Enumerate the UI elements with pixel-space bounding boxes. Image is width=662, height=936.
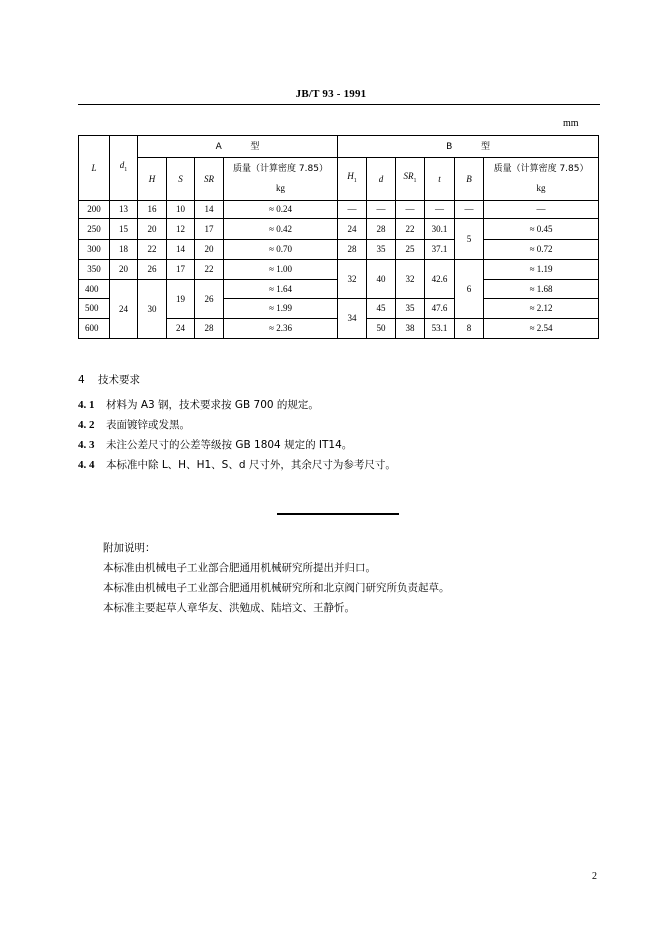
- requirement-item: 4. 3 未注公差尺寸的公差等级按 GB 1804 规定的 IT14。: [78, 439, 353, 451]
- requirement-item: 4. 1 材料为 A3 钢，技术要求按 GB 700 的规定。: [78, 399, 319, 411]
- cell: 30.1: [425, 219, 455, 240]
- cell: 24: [110, 280, 138, 339]
- cell: 12: [167, 219, 195, 240]
- cell: 30: [138, 280, 167, 339]
- cell: 400: [79, 280, 110, 299]
- header-L: L: [79, 136, 110, 201]
- cell: ≈ 0.72: [484, 240, 599, 260]
- header-group-B: B 型: [338, 136, 599, 158]
- header-A-S: S: [167, 158, 195, 201]
- cell: 14: [167, 240, 195, 260]
- cell: 10: [167, 201, 195, 219]
- cell: —: [455, 201, 484, 219]
- cell: 53.1: [425, 319, 455, 339]
- cell: ≈ 1.99: [224, 299, 338, 319]
- cell: 17: [167, 260, 195, 280]
- cell: 500: [79, 299, 110, 319]
- cell: 35: [367, 240, 396, 260]
- cell: ≈ 0.42: [224, 219, 338, 240]
- notes-line: 本标准由机械电子工业部合肥通用机械研究所和北京阀门研究所负责起草。: [103, 582, 450, 594]
- requirement-item: 4. 2 表面镀锌或发黑。: [78, 419, 190, 431]
- cell: 22: [138, 240, 167, 260]
- cell: 600: [79, 319, 110, 339]
- cell: ≈ 0.45: [484, 219, 599, 240]
- cell: 42.6: [425, 260, 455, 299]
- table-row: [79, 240, 599, 260]
- cell: —: [367, 201, 396, 219]
- cell: 16: [138, 201, 167, 219]
- header-d1: $d_1$: [110, 136, 138, 201]
- header-A-SR: SR: [195, 158, 224, 201]
- cell: 50: [367, 319, 396, 339]
- cell: 24: [167, 319, 195, 339]
- cell: 250: [79, 219, 110, 240]
- header-group-A: A 型: [138, 136, 338, 158]
- cell: 25: [396, 240, 425, 260]
- cell: ≈ 2.12: [484, 299, 599, 319]
- cell: 32: [338, 260, 367, 299]
- cell: 34: [338, 299, 367, 339]
- cell: 5: [455, 219, 484, 260]
- cell: 20: [195, 240, 224, 260]
- cell: 26: [138, 260, 167, 280]
- cell: 18: [110, 240, 138, 260]
- cell: —: [425, 201, 455, 219]
- end-rule: [277, 513, 399, 515]
- cell: 200: [79, 201, 110, 219]
- cell: 24: [338, 219, 367, 240]
- cell: 13: [110, 201, 138, 219]
- cell: 28: [195, 319, 224, 339]
- cell: 22: [396, 219, 425, 240]
- cell: ≈ 2.54: [484, 319, 599, 339]
- cell: 28: [338, 240, 367, 260]
- dimension-table: [78, 135, 599, 339]
- cell: 8: [455, 319, 484, 339]
- table-row: [79, 219, 599, 240]
- cell: —: [338, 201, 367, 219]
- cell: 26: [195, 280, 224, 319]
- cell: ≈ 0.70: [224, 240, 338, 260]
- notes-line: 本标准主要起草人章华友、洪勉成、陆培文、王静忻。: [103, 602, 355, 614]
- table-row: [79, 260, 599, 280]
- cell: ≈ 1.64: [224, 280, 338, 299]
- cell: 17: [195, 219, 224, 240]
- header-A-H: H: [138, 158, 167, 201]
- cell: ≈ 0.24: [224, 201, 338, 219]
- cell: 40: [367, 260, 396, 299]
- cell: 6: [455, 260, 484, 319]
- cell: 32: [396, 260, 425, 299]
- header-B-d: d: [367, 158, 396, 201]
- cell: 35: [396, 299, 425, 319]
- cell: 19: [167, 280, 195, 319]
- cell: 15: [110, 219, 138, 240]
- header-B-t: t: [425, 158, 455, 201]
- cell: ≈ 1.00: [224, 260, 338, 280]
- header-B-mass: 质量（计算密度 7.85） kg: [484, 158, 599, 201]
- cell: 22: [195, 260, 224, 280]
- document-header: JB/T 93 - 1991: [295, 88, 367, 100]
- cell: 47.6: [425, 299, 455, 319]
- cell: ≈ 1.19: [484, 260, 599, 280]
- cell: ≈ 2.36: [224, 319, 338, 339]
- header-rule: [78, 104, 600, 105]
- cell: 20: [138, 219, 167, 240]
- header-B-B: B: [455, 158, 484, 201]
- header-A-mass: 质量（计算密度 7.85） kg: [224, 158, 338, 201]
- cell: 45: [367, 299, 396, 319]
- cell: —: [484, 201, 599, 219]
- header-B-H1: $H_1$: [338, 158, 367, 201]
- page-number: 2: [592, 871, 597, 882]
- cell: 300: [79, 240, 110, 260]
- additional-notes: [103, 538, 450, 618]
- unit-label: mm: [563, 118, 579, 129]
- cell: ≈ 1.68: [484, 280, 599, 299]
- requirement-item: 4. 4 本标准中除 L、H、H1、S、d 尺寸外，其余尺寸为参考尺寸。: [78, 459, 396, 471]
- notes-title: 附加说明：: [103, 542, 156, 554]
- cell: 37.1: [425, 240, 455, 260]
- cell: 20: [110, 260, 138, 280]
- section-title: 4 技术要求: [78, 374, 141, 386]
- cell: 28: [367, 219, 396, 240]
- table-row: [79, 201, 599, 219]
- cell: 350: [79, 260, 110, 280]
- cell: 14: [195, 201, 224, 219]
- header-B-SR1: $SR_1$: [396, 158, 425, 201]
- cell: 38: [396, 319, 425, 339]
- notes-line: 本标准由机械电子工业部合肥通用机械研究所提出并归口。: [103, 562, 376, 574]
- cell: —: [396, 201, 425, 219]
